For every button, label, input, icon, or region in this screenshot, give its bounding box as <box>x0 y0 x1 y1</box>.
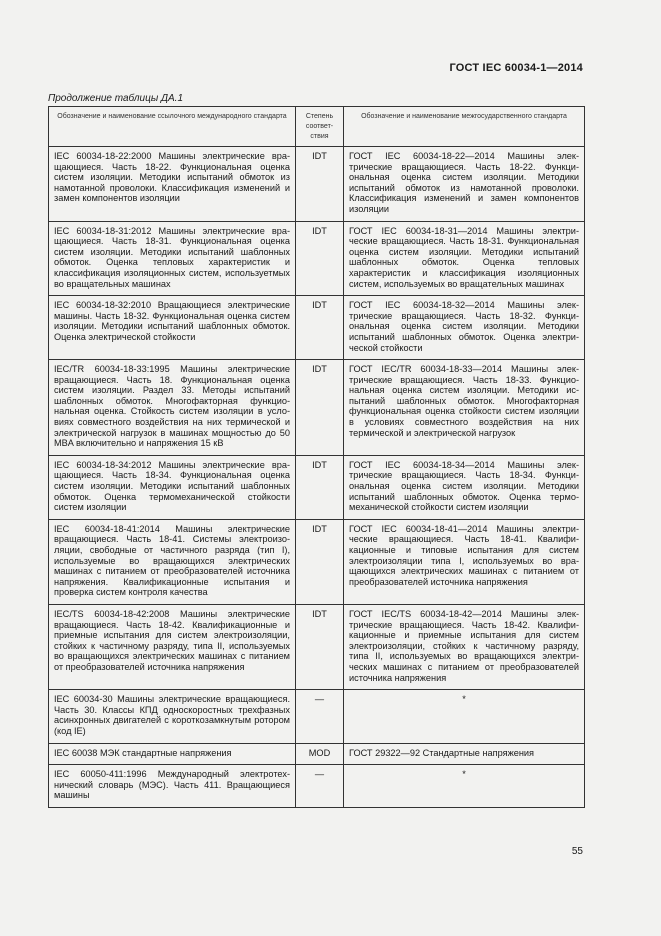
international-standard-cell: IEC/TS 60034-18-42:2008 Машины электрические вращающиеся. Часть 18-42. Квалификационные и приемные испытания для систем электроизоляции, стойких к частичному разряду, типа II, используемых во вращающихся электрических машинах с питанием от преобразователей источника напряжения <box>49 604 296 689</box>
degree-cell: IDT <box>296 519 344 604</box>
table-row <box>49 519 585 604</box>
international-standard-cell: IEC 60034-18-31:2012 Машины электрические вращающиеся. Часть 18-31. Функциональная оценка систем изоляции. Методики испытаний шаблонных обмоток. Оценка тепловых характеристик и классификация изоляционных систем, используетмых во вращательных машинах <box>49 221 296 296</box>
table-row <box>49 296 585 360</box>
degree-cell: — <box>296 765 344 808</box>
international-standard-cell: IEC 60034-18-41:2014 Машины электрические вращающиеся. Часть 18-41. Системы электроизоляции, свободные от частичного разряда (тип I), используемые во вращающихся электрических машинах с питанием от преобразователей источника напряжения. Квалификационные испытания и проверка систем контроля качества <box>49 519 296 604</box>
column-header-degree: Степень соответствия <box>296 107 344 147</box>
table-row <box>49 360 585 456</box>
interstate-standard-cell: ГОСТ IEC 60034-18-41—2014 Машины электрические вращающиеся. Часть 18-41. Квалификационные и типовые испытания для систем электроизоляции типа I, используемых во вращающихся электрических машинах с питанием от преобразователей источника напряжения <box>344 519 585 604</box>
document-header: ГОСТ IEC 60034-1—2014 <box>449 62 583 74</box>
international-standard-cell: IEC 60050-411:1996 Международный электротехнический словарь (МЭС). Часть 411. Вращающиеся машины <box>49 765 296 808</box>
table-row <box>49 604 585 689</box>
degree-cell: MOD <box>296 743 344 765</box>
international-standard-cell: IEC 60034-18-32:2010 Вращающиеся электрические машины. Часть 18-32. Функциональная оценка систем изоляции. Методики испытаний шаблонных обмоток. Оценка электрической стойкости <box>49 296 296 360</box>
interstate-standard-cell: ГОСТ IEC 60034-18-22—2014 Машины электрические вращающиеся. Часть 18-22. Функциональная оценка систем изоляции. Методики испытаний обмоток из намотанной проволоки. Классификация изменений и замен компонентов изоляции <box>344 147 585 222</box>
table-header-row <box>49 107 585 147</box>
column-header-international: Обозначение и наименование ссылочного международного стандарта <box>49 107 296 147</box>
table-caption: Продолжение таблицы ДА.1 <box>48 93 184 104</box>
degree-cell: IDT <box>296 147 344 222</box>
interstate-standard-cell: ГОСТ IEC 60034-18-31—2014 Машины электрические вращающиеся. Часть 18-31. Функциональная оценка систем изоляции. Методики испытаний шаблонных обмоток. Оценка тепловых характеристик и классификация изоляционных систем, используемых во вращательных машинах <box>344 221 585 296</box>
interstate-standard-cell: ГОСТ IEC/TR 60034-18-33—2014 Машины электрические вращающиеся. Часть 18-33. Функциональная оценка систем изоляции. Методики испытаний шаблонных обмоток. Многофакторная функциональная оценка стойкости систем изоляции в условиях совместного воздействия на них термической и электрической нагрузок <box>344 360 585 456</box>
table-row <box>49 455 585 519</box>
reference-standards-table <box>48 106 585 808</box>
degree-cell: — <box>296 690 344 743</box>
interstate-standard-cell: * <box>344 690 585 743</box>
degree-cell: IDT <box>296 455 344 519</box>
table-row <box>49 147 585 222</box>
international-standard-cell: IEC 60034-30 Машины электрические вращающиеся. Часть 30. Классы КПД односкоростных трехфазных асинхронных двигателей с короткозамкнутым ротором (код IE) <box>49 690 296 743</box>
page-number: 55 <box>571 846 583 857</box>
international-standard-cell: IEC 60034-18-34:2012 Машины электрические вращающиеся. Часть 18-34. Функциональная оценка систем изоляции. Методики испытаний шаблонных обмоток. Оценка термомеханической стойкости систем изоляции <box>49 455 296 519</box>
interstate-standard-cell: ГОСТ IEC 60034-18-32—2014 Машины электрические вращающиеся. Часть 18-32. Функциональная оценка систем изоляции. Методики испытаний шаблонных обмоток. Оценка электрической стойкости <box>344 296 585 360</box>
degree-cell: IDT <box>296 360 344 456</box>
table-row <box>49 690 585 743</box>
table-row <box>49 743 585 765</box>
table-row <box>49 765 585 808</box>
interstate-standard-cell: ГОСТ IEC/TS 60034-18-42—2014 Машины электрические вращающиеся. Часть 18-42. Квалификационные и приемные испытания для систем электроизоляции, стойких к частичному разряду, типа II, используемых во вращающихся электрических машинах с питанием от преобразователей источника напряжения <box>344 604 585 689</box>
degree-cell: IDT <box>296 604 344 689</box>
interstate-standard-cell: ГОСТ 29322—92 Стандартные напряжения <box>344 743 585 765</box>
interstate-standard-cell: ГОСТ IEC 60034-18-34—2014 Машины электрические вращающиеся. Часть 18-34. Функциональная оценка систем изоляции. Методики испытаний шаблонных обмоток. Оценка термомеханической стойкости систем изоляции <box>344 455 585 519</box>
column-header-interstate: Обозначение и наименование межгосударственного стандарта <box>344 107 585 147</box>
degree-cell: IDT <box>296 296 344 360</box>
international-standard-cell: IEC 60034-18-22:2000 Машины электрические вращающиеся. Часть 18-22. Функциональная оценка систем изоляции. Методики испытаний обмоток из намотанной проволоки. Классификация изменений и замен компонентов изоляции <box>49 147 296 222</box>
degree-cell: IDT <box>296 221 344 296</box>
international-standard-cell: IEC 60038 МЭК стандартные напряжения <box>49 743 296 765</box>
international-standard-cell: IEC/TR 60034-18-33:1995 Машины электрические вращающиеся. Часть 18. Функциональная оценка систем изоляции. Раздел 33. Методы испытаний шаблонных обмоток. Многофакторная функциональная оценка. Стойкость систем изоляции в условиях совместного воздействия на них термической и электрической нагрузок в машинах мощностью до 50 MBA включительно и напряжения 15 кВ <box>49 360 296 456</box>
interstate-standard-cell: * <box>344 765 585 808</box>
table-row <box>49 221 585 296</box>
